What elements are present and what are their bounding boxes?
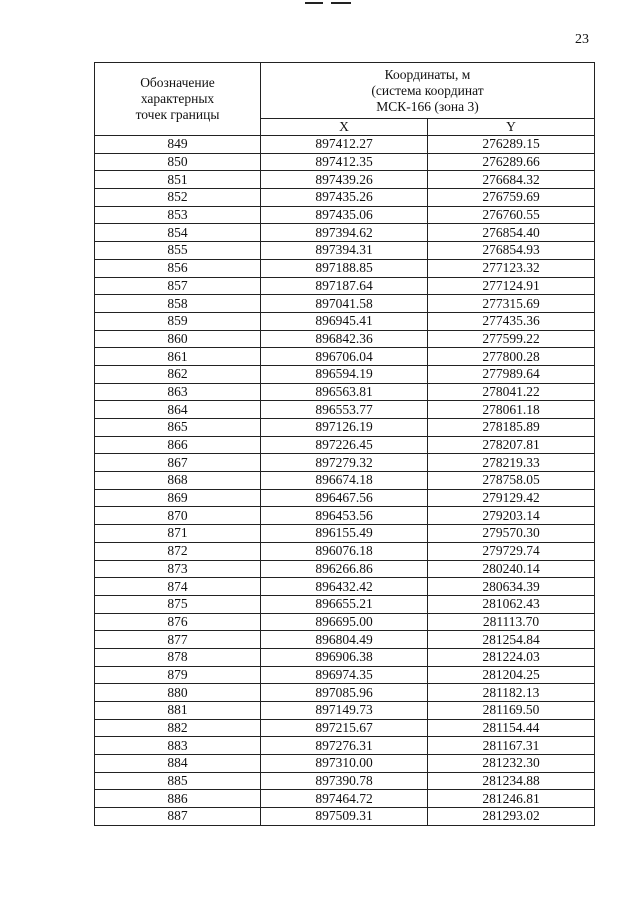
point-number-cell: 858: [95, 295, 261, 313]
y-coordinate-cell: 281169.50: [428, 702, 595, 720]
x-coordinate-cell: 896594.19: [261, 365, 428, 383]
x-coordinate-cell: 897126.19: [261, 419, 428, 437]
y-coordinate-cell: 278185.89: [428, 419, 595, 437]
point-number-cell: 882: [95, 719, 261, 737]
y-coordinate-cell: 280240.14: [428, 560, 595, 578]
point-number-cell: 861: [95, 348, 261, 366]
y-coordinate-cell: 280634.39: [428, 578, 595, 596]
y-coordinate-cell: 281182.13: [428, 684, 595, 702]
y-coordinate-cell: 281154.44: [428, 719, 595, 737]
point-number-cell: 875: [95, 595, 261, 613]
table-row: [95, 737, 595, 755]
x-coordinate-cell: 897439.26: [261, 171, 428, 189]
x-coordinate-cell: 896563.81: [261, 383, 428, 401]
point-number-cell: 850: [95, 153, 261, 171]
y-coordinate-cell: 281232.30: [428, 755, 595, 773]
table-row: [95, 312, 595, 330]
table-row: [95, 189, 595, 207]
point-number-cell: 857: [95, 277, 261, 295]
table-row: [95, 542, 595, 560]
x-coordinate-cell: 897149.73: [261, 702, 428, 720]
y-coordinate-cell: 281167.31: [428, 737, 595, 755]
x-coordinate-cell: 896076.18: [261, 542, 428, 560]
x-coordinate-cell: 897085.96: [261, 684, 428, 702]
y-coordinate-cell: 277123.32: [428, 259, 595, 277]
y-coordinate-cell: 278207.81: [428, 436, 595, 454]
y-coordinate-cell: 276760.55: [428, 206, 595, 224]
point-number-cell: 886: [95, 790, 261, 808]
point-number-cell: 863: [95, 383, 261, 401]
y-coordinate-cell: 276854.40: [428, 224, 595, 242]
x-coordinate-cell: 896695.00: [261, 613, 428, 631]
x-coordinate-cell: 896432.42: [261, 578, 428, 596]
x-coordinate-cell: 897188.85: [261, 259, 428, 277]
point-number-cell: 862: [95, 365, 261, 383]
point-number-cell: 873: [95, 560, 261, 578]
table-row: [95, 419, 595, 437]
table-row: [95, 206, 595, 224]
x-coordinate-cell: 897187.64: [261, 277, 428, 295]
table-row: [95, 295, 595, 313]
point-number-cell: 872: [95, 542, 261, 560]
point-number-cell: 864: [95, 401, 261, 419]
y-coordinate-cell: 281113.70: [428, 613, 595, 631]
table-row: [95, 719, 595, 737]
page-number: 23: [575, 32, 589, 47]
table-row: [95, 560, 595, 578]
x-coordinate-cell: 897412.35: [261, 153, 428, 171]
point-number-cell: 869: [95, 489, 261, 507]
header-coords-line-3: МСК-166 (зона 3): [376, 98, 479, 114]
y-coordinate-cell: 281234.88: [428, 772, 595, 790]
x-coordinate-cell: 897412.27: [261, 136, 428, 154]
y-coordinate-cell: 278061.18: [428, 401, 595, 419]
y-coordinate-cell: 281062.43: [428, 595, 595, 613]
y-coordinate-cell: 277435.36: [428, 312, 595, 330]
point-number-cell: 852: [95, 189, 261, 207]
point-number-cell: 871: [95, 525, 261, 543]
point-number-cell: 879: [95, 666, 261, 684]
point-number-cell: 887: [95, 808, 261, 826]
table-row: [95, 790, 595, 808]
point-number-cell: 860: [95, 330, 261, 348]
table-row: [95, 259, 595, 277]
point-number-cell: 866: [95, 436, 261, 454]
table-row: [95, 684, 595, 702]
point-number-cell: 876: [95, 613, 261, 631]
point-number-cell: 855: [95, 242, 261, 260]
y-coordinate-cell: 276759.69: [428, 189, 595, 207]
point-number-cell: 874: [95, 578, 261, 596]
point-number-cell: 877: [95, 631, 261, 649]
table-row: [95, 755, 595, 773]
point-number-cell: 853: [95, 206, 261, 224]
y-coordinate-cell: 276854.93: [428, 242, 595, 260]
x-coordinate-cell: 897435.06: [261, 206, 428, 224]
table-row: [95, 631, 595, 649]
table-row: [95, 472, 595, 490]
y-coordinate-cell: 281246.81: [428, 790, 595, 808]
x-coordinate-cell: 897394.31: [261, 242, 428, 260]
header-point-line-3: точек границы: [135, 107, 220, 122]
y-coordinate-cell: 277599.22: [428, 330, 595, 348]
header-point-line-1: Обозначение: [140, 75, 215, 90]
coordinates-table: [94, 62, 595, 826]
header-coords-line-1: Координаты, м: [384, 66, 471, 82]
table-row: [95, 383, 595, 401]
y-coordinate-cell: 276289.15: [428, 136, 595, 154]
point-number-cell: 856: [95, 259, 261, 277]
top-edge-marks: [305, 2, 355, 6]
x-coordinate-cell: 896155.49: [261, 525, 428, 543]
x-coordinate-cell: 896266.86: [261, 560, 428, 578]
x-coordinate-cell: 896706.04: [261, 348, 428, 366]
header-coords-line-2: (система координат: [371, 82, 484, 98]
y-coordinate-cell: 276684.32: [428, 171, 595, 189]
table-row: [95, 808, 595, 826]
y-coordinate-cell: 281224.03: [428, 648, 595, 666]
point-number-cell: 859: [95, 312, 261, 330]
table-row: [95, 330, 595, 348]
table-row: [95, 648, 595, 666]
point-number-cell: 880: [95, 684, 261, 702]
point-number-cell: 851: [95, 171, 261, 189]
table-row: [95, 436, 595, 454]
x-coordinate-cell: 896453.56: [261, 507, 428, 525]
point-number-cell: 854: [95, 224, 261, 242]
point-number-cell: 865: [95, 419, 261, 437]
header-y: Y: [428, 119, 595, 136]
y-coordinate-cell: 278758.05: [428, 472, 595, 490]
y-coordinate-cell: 277800.28: [428, 348, 595, 366]
y-coordinate-cell: 281293.02: [428, 808, 595, 826]
x-coordinate-cell: 896906.38: [261, 648, 428, 666]
x-coordinate-cell: 896974.35: [261, 666, 428, 684]
point-number-cell: 883: [95, 737, 261, 755]
x-coordinate-cell: 896804.49: [261, 631, 428, 649]
y-coordinate-cell: 279729.74: [428, 542, 595, 560]
x-coordinate-cell: 896842.36: [261, 330, 428, 348]
table-row: [95, 171, 595, 189]
table-row: [95, 277, 595, 295]
table-row: [95, 578, 595, 596]
header-point-designation: [95, 63, 261, 136]
y-coordinate-cell: 279129.42: [428, 489, 595, 507]
point-number-cell: 884: [95, 755, 261, 773]
header-x: X: [261, 119, 428, 136]
table-row: [95, 224, 595, 242]
x-coordinate-cell: 897394.62: [261, 224, 428, 242]
y-coordinate-cell: 278219.33: [428, 454, 595, 472]
y-coordinate-cell: 281204.25: [428, 666, 595, 684]
x-coordinate-cell: 897041.58: [261, 295, 428, 313]
table-body: [95, 136, 595, 826]
point-number-cell: 878: [95, 648, 261, 666]
y-coordinate-cell: 277315.69: [428, 295, 595, 313]
x-coordinate-cell: 896467.56: [261, 489, 428, 507]
table-row: [95, 401, 595, 419]
x-coordinate-cell: 896553.77: [261, 401, 428, 419]
y-coordinate-cell: 276289.66: [428, 153, 595, 171]
x-coordinate-cell: 897276.31: [261, 737, 428, 755]
table-row: [95, 595, 595, 613]
point-number-cell: 885: [95, 772, 261, 790]
x-coordinate-cell: 897310.00: [261, 755, 428, 773]
x-coordinate-cell: 897390.78: [261, 772, 428, 790]
table-row: [95, 702, 595, 720]
table-row: [95, 525, 595, 543]
y-coordinate-cell: 281254.84: [428, 631, 595, 649]
x-coordinate-cell: 896945.41: [261, 312, 428, 330]
table-row: [95, 613, 595, 631]
x-coordinate-cell: 897226.45: [261, 436, 428, 454]
table-row: [95, 772, 595, 790]
table-row: [95, 136, 595, 154]
x-coordinate-cell: 896655.21: [261, 595, 428, 613]
header-point-line-2: характерных: [140, 91, 215, 106]
x-coordinate-cell: 897279.32: [261, 454, 428, 472]
table-row: [95, 242, 595, 260]
y-coordinate-cell: 277989.64: [428, 365, 595, 383]
table-row: [95, 454, 595, 472]
point-number-cell: 868: [95, 472, 261, 490]
y-coordinate-cell: 277124.91: [428, 277, 595, 295]
point-number-cell: 881: [95, 702, 261, 720]
table-row: [95, 666, 595, 684]
table-row: [95, 507, 595, 525]
x-coordinate-cell: 897435.26: [261, 189, 428, 207]
header-coordinates: [261, 63, 595, 119]
table-row: [95, 153, 595, 171]
x-coordinate-cell: 897509.31: [261, 808, 428, 826]
y-coordinate-cell: 279570.30: [428, 525, 595, 543]
x-coordinate-cell: 897464.72: [261, 790, 428, 808]
point-number-cell: 849: [95, 136, 261, 154]
y-coordinate-cell: 279203.14: [428, 507, 595, 525]
table-row: [95, 489, 595, 507]
x-coordinate-cell: 896674.18: [261, 472, 428, 490]
point-number-cell: 867: [95, 454, 261, 472]
point-number-cell: 870: [95, 507, 261, 525]
y-coordinate-cell: 278041.22: [428, 383, 595, 401]
table-row: [95, 348, 595, 366]
x-coordinate-cell: 897215.67: [261, 719, 428, 737]
table-row: [95, 365, 595, 383]
